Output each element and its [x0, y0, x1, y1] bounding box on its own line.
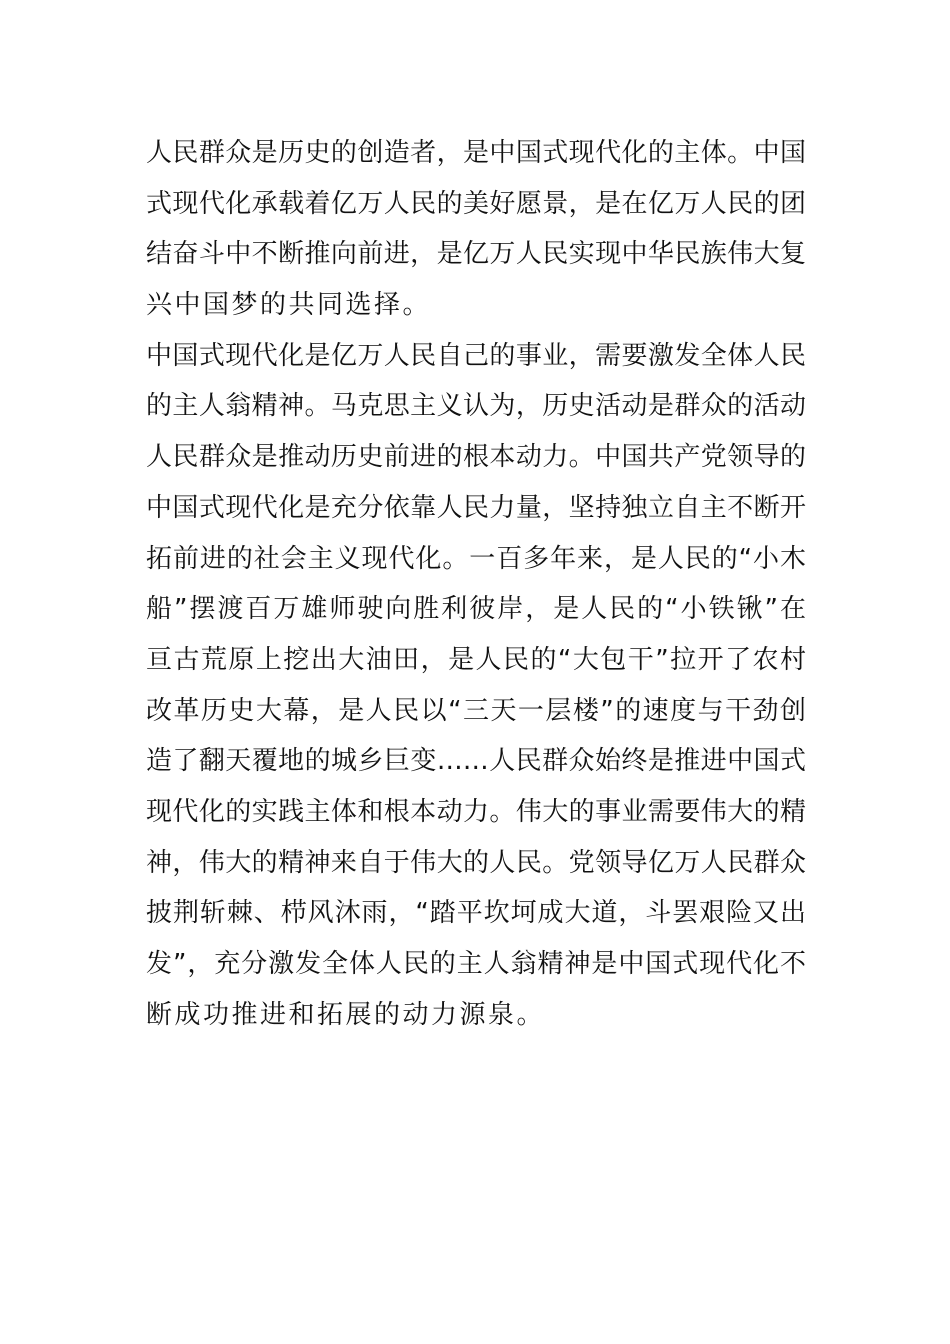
text-line: 结奋斗中不断推向前进，是亿万人民实现中华民族伟大复 — [146, 239, 806, 270]
paragraph-1 — [146, 128, 806, 331]
text-line: 人民群众是历史的创造者，是中国式现代化的主体。中国 — [146, 138, 806, 168]
text-line: 神，伟大的精神来自于伟大的人民。党领导亿万人民群众 — [146, 847, 806, 878]
text-line: 发”，充分激发全体人民的主人翁精神是中国式现代化不 — [146, 949, 806, 979]
paragraph-2 — [146, 331, 806, 1041]
text-line: 的主人翁精神。马克思主义认为，历史活动是群众的活动 — [146, 391, 806, 422]
text-line: 中国式现代化是充分依靠人民力量，坚持独立自主不断开 — [146, 492, 806, 523]
text-line: 中国式现代化是亿万人民自己的事业，需要激发全体人民 — [146, 340, 806, 371]
text-line: 改革历史大幕，是人民以“三天一层楼”的速度与干劲创 — [146, 695, 806, 726]
text-line: 披荆斩棘、栉风沐雨，“踏平坎坷成大道，斗罢艰险又出 — [146, 898, 806, 929]
text-line: 兴中国梦的共同选择。 — [146, 290, 432, 321]
text-line: 亘古荒原上挖出大油田，是人民的“大包干”拉开了农村 — [146, 644, 806, 675]
text-line: 人民群众是推动历史前进的根本动力。中国共产党领导的 — [146, 442, 806, 473]
document-body — [146, 128, 806, 1040]
text-line: 造了翻天覆地的城乡巨变……人民群众始终是推进中国式 — [146, 746, 806, 777]
text-line: 断成功推进和拓展的动力源泉。 — [146, 999, 546, 1030]
text-line: 现代化的实践主体和根本动力。伟大的事业需要伟大的精 — [146, 796, 806, 827]
text-line: 式现代化承载着亿万人民的美好愿景，是在亿万人民的团 — [146, 188, 806, 219]
text-line: 船”摆渡百万雄师驶向胜利彼岸，是人民的“小铁锹”在 — [146, 594, 806, 625]
text-line: 拓前进的社会主义现代化。一百多年来，是人民的“小木 — [146, 543, 806, 574]
